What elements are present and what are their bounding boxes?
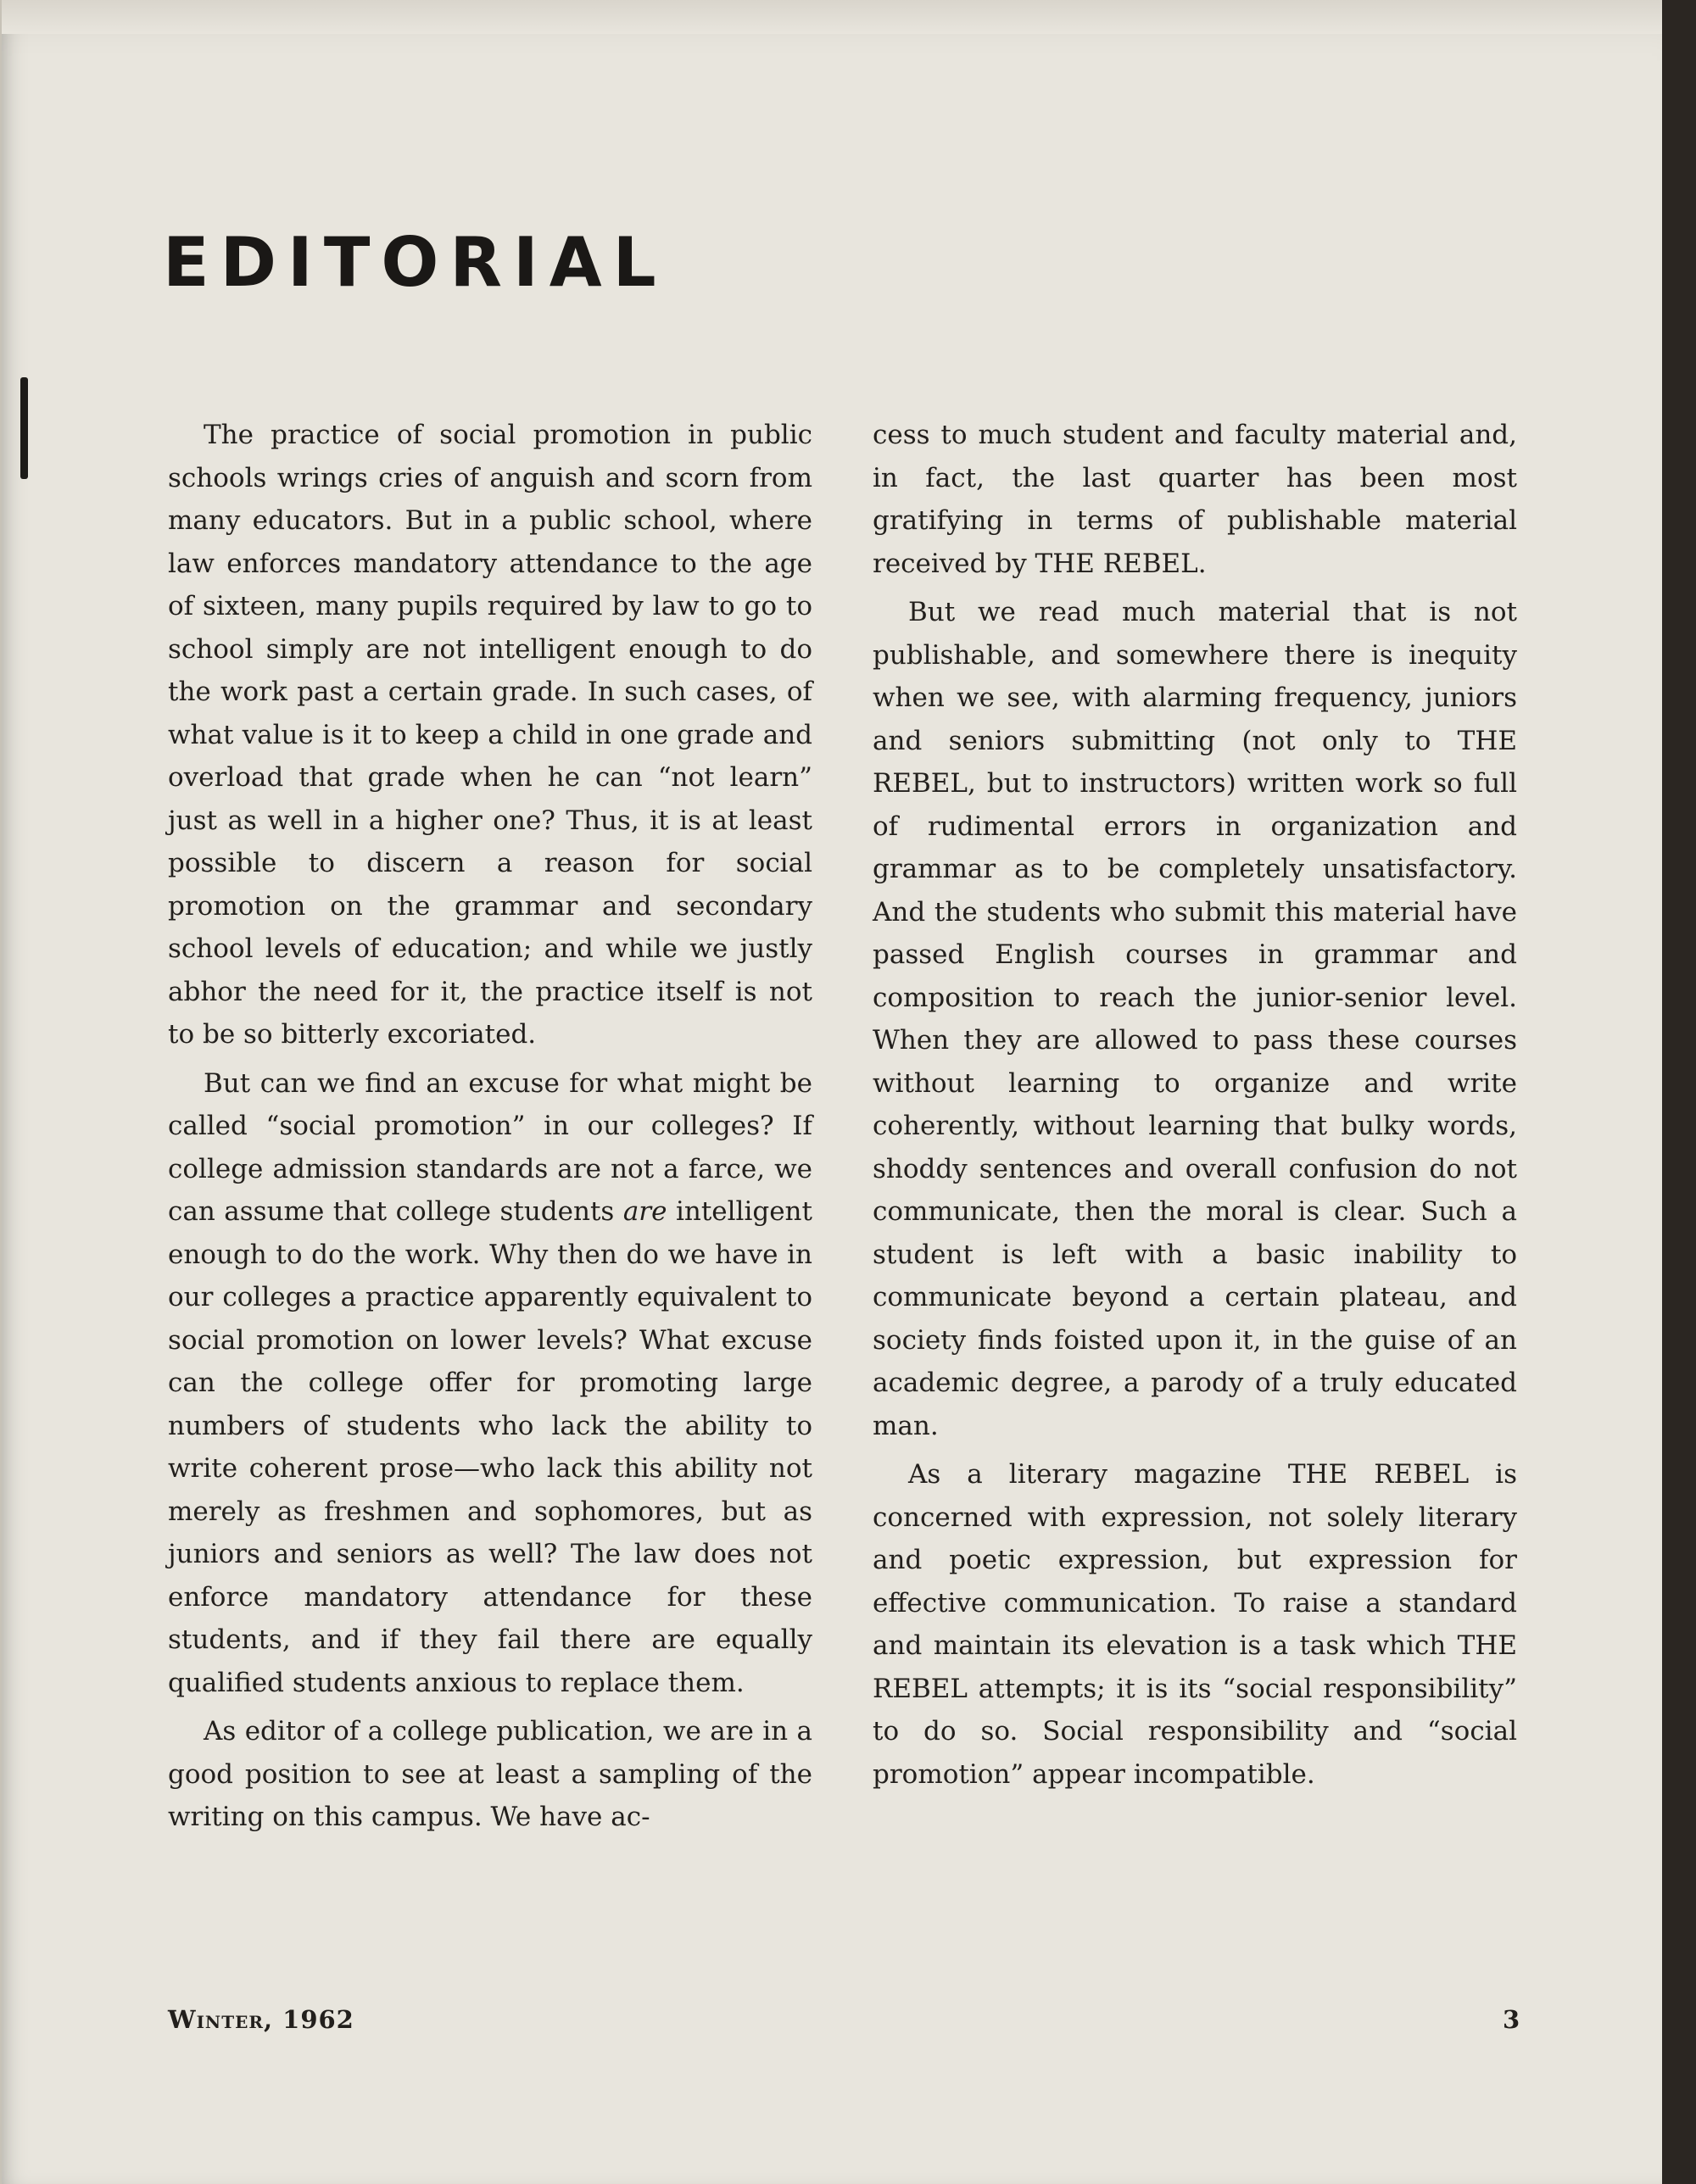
paragraph-2-part-1: But can we find an excuse for what might be called “social promotion” in our colleges? If college admission standards are not a farce, we can assume that college students: [168, 1067, 812, 1227]
binding-mark: [20, 377, 28, 479]
right-column: [873, 414, 1517, 1802]
footer-issue-date: Winter, 1962: [168, 2005, 354, 2034]
page-number: 3: [1503, 2005, 1520, 2034]
paragraph-3: As editor of a college publication, we are in a good position to see at least a sampling of the writing on this campus. We have ac-: [168, 1716, 812, 1832]
page-title: EDITORIAL: [163, 223, 667, 302]
page-top-edge: [2, 0, 1662, 34]
paragraph-2-part-2: intelligent enough to do the work. Why then do we have in our colleges a practice apparently equivalent to social promotion on lower levels? What excuse can the college offer for promoting large numbers of students who lack the ability to write coherent prose—who lack this ability not merely as freshmen and sophomores, but as juniors and seniors as well? The law does not enforce mandatory attendance for these students, and if they fail there are equally qualified students anxious to replace them.: [168, 1196, 812, 1698]
paragraph-5: As a literary magazine THE REBEL is concerned with expression, not solely literary and poetic expression, but expression for effective communication. To raise a standard and maintain its elevation is a task which THE REBEL attempts; it is its “social responsibility” to do so. Social responsibility and “social promotion” appear incompatible.: [873, 1459, 1517, 1790]
paragraph-1: The practice of social promotion in public schools wrings cries of anguish and scorn from many educators. But in a public school, where law enforces mandatory attendance to the age of sixteen, many pupils required by law to go to school simply are not intelligent enough to do the work past a certain grade. In such cases, of what value is it to keep a child in one grade and overload that grade when he can “not learn” just as well in a higher one? Thus, it is at least possible to discern a reason for social promotion on the grammar and secondary school levels of education; and while we justly abhor the need for it, the practice itself is not to be so bitterly excoriated.: [168, 420, 812, 1050]
paragraph-4: But we read much material that is not publishable, and somewhere there is inequity when we see, with alarming frequency, juniors and seniors submitting (not only to THE REBEL, but to instructors) written work so full of rudimental errors in organization and grammar as to be completely unsatisfactory. And the students who submit this material have passed English courses in grammar and composition to reach the junior-senior level. When they are allowed to pass these courses without learning to organize and write coherently, without learning that bulky words, shoddy sentences and overall confusion do not communicate, then the moral is clear. Such a student is left with a basic inability to communicate beyond a certain plateau, and society finds foisted upon it, in the guise of an academic degree, a parody of a truly educated man.: [873, 597, 1517, 1441]
paragraph-3-continued: cess to much student and faculty material and, in fact, the last quarter has been most gratifying in terms of publishable material received by THE REBEL.: [873, 420, 1517, 579]
paragraph-2-emphasis: are: [622, 1196, 667, 1227]
paragraph-2: [168, 1062, 812, 1705]
left-column: [168, 414, 812, 1845]
